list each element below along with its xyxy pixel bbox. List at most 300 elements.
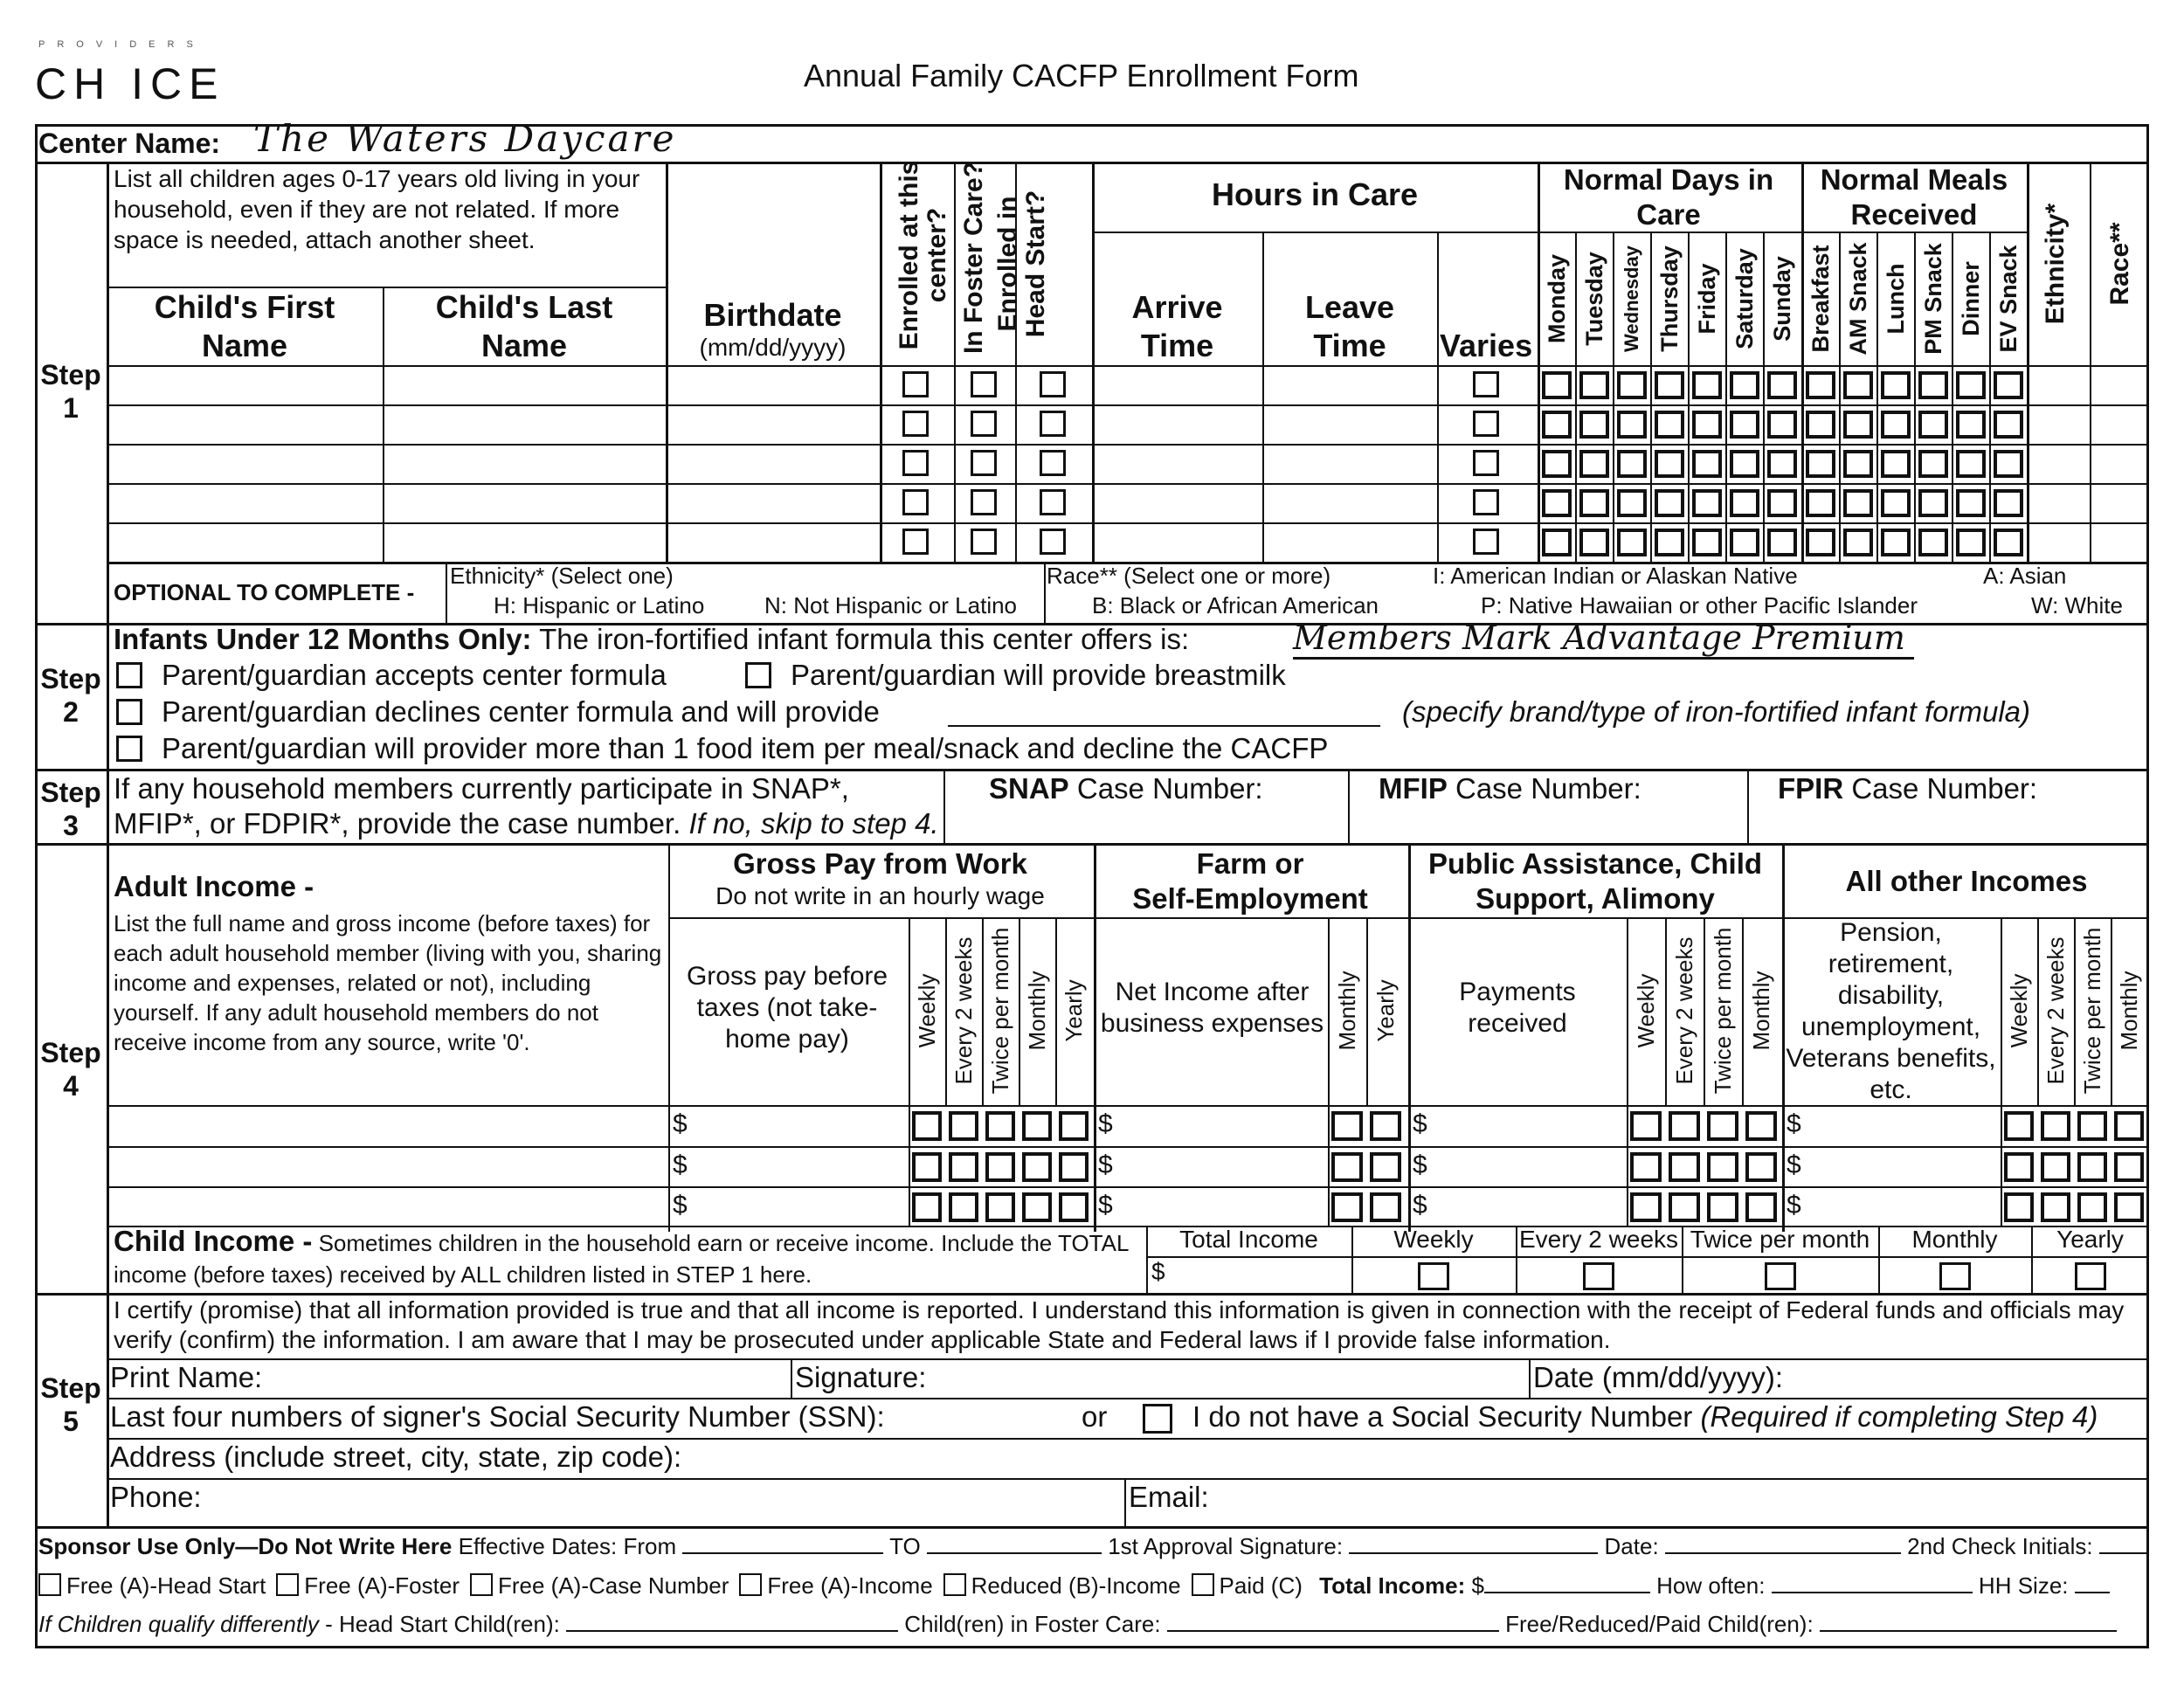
- no-ssn-label: [1192, 1400, 2098, 1434]
- day-0-checkbox[interactable]: [1542, 529, 1572, 556]
- ssn-required: (Required if completing Step 4): [1700, 1400, 2098, 1433]
- mfip-case-label: [1379, 772, 1641, 805]
- ethnicity-select: [450, 563, 674, 590]
- income-dollar[interactable]: $: [1098, 1191, 1113, 1220]
- sponsor-option[interactable]: [1192, 1572, 1303, 1600]
- farm-monthly-checkbox[interactable]: [1331, 1192, 1363, 1222]
- header-headstart: Enrolled in Head Start?: [993, 190, 1050, 338]
- header-other-monthly: Monthly: [2116, 971, 2142, 1051]
- day-0-checkbox[interactable]: [1542, 371, 1572, 399]
- header-gross-yearly: Yearly: [1061, 979, 1087, 1042]
- public-every2-checkbox[interactable]: [1669, 1192, 1700, 1222]
- meal-0-checkbox[interactable]: [1806, 411, 1835, 439]
- sponsor-option-label: Free (A)-Income: [767, 1572, 933, 1599]
- day-4-checkbox[interactable]: [1692, 371, 1722, 399]
- meal-0-checkbox[interactable]: [1806, 529, 1835, 556]
- varies-checkbox[interactable]: [1473, 411, 1499, 437]
- public-monthly-checkbox[interactable]: [1745, 1192, 1777, 1222]
- step-4-label: Step 4: [40, 1037, 101, 1102]
- header-other-every2: Every 2 weeks: [2042, 936, 2069, 1085]
- meal-0-checkbox[interactable]: [1806, 489, 1835, 517]
- public-monthly-checkbox[interactable]: [1745, 1111, 1777, 1141]
- email-label[interactable]: Email:: [1129, 1481, 1209, 1513]
- certify-text: I certify (promise) that all information provided is true and that all income is reported. I understand this information is given in connection with the receipt of Federal funds and officials may verify (confirm) the information. I am aware that I may be prosecuted under applicable State and Federal laws if I provide false information.: [114, 1296, 2125, 1353]
- gross-every2-checkbox[interactable]: [949, 1111, 978, 1141]
- income-dollar[interactable]: $: [1098, 1109, 1113, 1138]
- day-0-checkbox[interactable]: [1542, 489, 1572, 517]
- address-label[interactable]: Address (include street, city, state, zip code):: [110, 1441, 682, 1473]
- sponsor-foster: Child(ren) in Foster Care:: [904, 1611, 1161, 1637]
- income-dollar[interactable]: $: [1787, 1150, 1801, 1179]
- enrolled-checkbox[interactable]: [902, 529, 929, 555]
- header-last-name: Child's Last Name: [435, 289, 613, 363]
- income-dollar[interactable]: $: [1787, 1109, 1801, 1138]
- foster-checkbox[interactable]: [971, 411, 997, 437]
- day-2-checkbox[interactable]: [1617, 450, 1647, 478]
- day-6-checkbox[interactable]: [1767, 529, 1797, 556]
- ssn-or: or: [1082, 1400, 1108, 1433]
- gross-pay-title: Gross Pay from Work: [733, 847, 1027, 880]
- no-ssn-text: I do not have a Social Security Number: [1192, 1400, 1693, 1433]
- infant-formula-value[interactable]: Members Mark Advantage Premium: [1293, 618, 1914, 660]
- header-varies: Varies: [1440, 328, 1533, 363]
- other-income-title: All other Incomes: [1845, 865, 2088, 897]
- header-farm-yearly: Yearly: [1372, 979, 1399, 1042]
- farm-monthly-checkbox[interactable]: [1331, 1111, 1363, 1141]
- varies-checkbox[interactable]: [1473, 489, 1499, 515]
- center-name-label: Center Name:: [38, 128, 221, 159]
- logo-tagline: PROVIDERS: [38, 39, 205, 50]
- child-freq-twice: Twice per month: [1690, 1226, 1870, 1253]
- day-0-checkbox[interactable]: [1542, 450, 1572, 478]
- header-meal-4: Dinner: [1957, 261, 1984, 336]
- child-income-title: Child Income -: [114, 1225, 313, 1257]
- header-day-4: Friday: [1693, 263, 1720, 335]
- public-title-2: Support, Alimony: [1476, 882, 1715, 915]
- header-public-twice: Twice per month: [1710, 927, 1736, 1095]
- other-monthly-checkbox[interactable]: [2114, 1192, 2144, 1222]
- income-dollar[interactable]: $: [673, 1150, 688, 1179]
- sponsor-option[interactable]: [38, 1572, 266, 1600]
- child-freq-yearly: Yearly: [2056, 1226, 2124, 1253]
- race-b: B: Black or African American: [1092, 592, 1379, 618]
- header-enrolled: Enrolled at this center?: [895, 160, 951, 350]
- meal-1-checkbox[interactable]: [1843, 371, 1873, 399]
- header-farm-monthly: Monthly: [1334, 971, 1360, 1051]
- header-gross-twice: Twice per month: [987, 927, 1013, 1095]
- sponsor-option-checkbox[interactable]: [470, 1573, 493, 1596]
- header-leave-time: Leave Time: [1304, 289, 1395, 363]
- meal-3-checkbox[interactable]: [1918, 529, 1948, 556]
- sponsor-option-label: Free (A)-Case Number: [497, 1572, 729, 1599]
- meal-0-checkbox[interactable]: [1806, 450, 1835, 478]
- header-public-every2: Every 2 weeks: [1671, 936, 1697, 1085]
- header-gross-weekly: Weekly: [914, 973, 940, 1048]
- sponsor-line-3: [38, 1611, 2117, 1638]
- meal-2-checkbox[interactable]: [1881, 489, 1911, 517]
- child-freq-monthly: Monthly: [1911, 1226, 1998, 1253]
- sponsor-option-label: Reduced (B)-Income: [971, 1572, 1181, 1599]
- adult-income-title: Adult Income -: [114, 870, 314, 902]
- header-meal-3: PM Snack: [1919, 243, 1946, 355]
- sponsor-option-checkbox[interactable]: [943, 1573, 966, 1596]
- meal-4-checkbox[interactable]: [1956, 529, 1986, 556]
- sponsor-option-checkbox[interactable]: [276, 1573, 299, 1596]
- step3-line2-text: MFIP*, or FDPIR*, provide the case number.: [114, 807, 681, 840]
- public-desc: Payments received: [1459, 978, 1576, 1038]
- child-yearly-checkbox[interactable]: [2075, 1262, 2106, 1290]
- headstart-checkbox[interactable]: [1040, 411, 1066, 437]
- income-dollar[interactable]: $: [1787, 1191, 1801, 1220]
- mfip-bold: MFIP: [1379, 772, 1448, 805]
- day-3-checkbox[interactable]: [1655, 411, 1684, 439]
- headstart-checkbox[interactable]: [1040, 529, 1066, 555]
- public-weekly-checkbox[interactable]: [1630, 1192, 1662, 1222]
- other-every2-checkbox[interactable]: [2041, 1111, 2070, 1141]
- meal-4-checkbox[interactable]: [1956, 371, 1986, 399]
- fpir-case: Case Number:: [1851, 772, 2038, 805]
- income-dollar[interactable]: $: [1413, 1191, 1427, 1220]
- date-label[interactable]: Date (mm/dd/yyyy):: [1533, 1361, 1784, 1393]
- fpir-case-label: [1778, 772, 2037, 805]
- day-5-checkbox[interactable]: [1730, 411, 1759, 439]
- header-meal-5: EV Snack: [1994, 245, 2022, 353]
- gross-twice-checkbox[interactable]: [985, 1152, 1015, 1182]
- sponsor-title: Sponsor Use Only—Do Not Write Here: [38, 1533, 453, 1559]
- breastmilk-label: Parent/guardian will provide breastmilk: [791, 659, 1286, 691]
- sponsor-hh-size: HH Size:: [1978, 1572, 2069, 1599]
- meal-5-checkbox[interactable]: [1994, 371, 2023, 399]
- header-foster: In Foster Care?: [959, 161, 988, 355]
- gross-monthly-checkbox[interactable]: [1022, 1192, 1052, 1222]
- child-income-text: Sometimes children in the household earn or receive income. Include the TOTAL income (before taxes) received by ALL children listed in STEP 1 here.: [114, 1230, 1129, 1288]
- sponsor-line-2: Free (A)-Head Start Free (A)-Foster Free (A)-Case Number Free (A)-Income Reduced (B)-Income Paid (C) Total Income: $ How often: HH Size:: [38, 1572, 2110, 1600]
- gross-yearly-checkbox[interactable]: [1059, 1152, 1089, 1182]
- other-weekly-checkbox[interactable]: [2004, 1192, 2034, 1222]
- varies-checkbox[interactable]: [1473, 450, 1499, 476]
- sponsor-option-label: Free (A)-Head Start: [66, 1572, 266, 1599]
- ethnicity-n: N: Not Hispanic or Latino: [764, 592, 1018, 618]
- header-days: Normal Days in Care: [1563, 163, 1774, 231]
- sponsor-qualify: If Children qualify differently: [38, 1611, 319, 1637]
- day-2-checkbox[interactable]: [1617, 489, 1647, 517]
- day-2-checkbox[interactable]: [1617, 371, 1647, 399]
- adult-name-field[interactable]: [107, 1105, 668, 1145]
- child-every2-checkbox[interactable]: [1583, 1262, 1614, 1290]
- snap-case: Case Number:: [1076, 772, 1263, 805]
- other-weekly-checkbox[interactable]: [2004, 1111, 2034, 1141]
- sponsor-how-often: How often:: [1656, 1572, 1766, 1599]
- gross-twice-checkbox[interactable]: [985, 1192, 1015, 1222]
- public-every2-checkbox[interactable]: [1669, 1152, 1700, 1182]
- headstart-checkbox[interactable]: [1040, 450, 1066, 476]
- header-day-1: Tuesday: [1580, 252, 1607, 346]
- other-twice-checkbox[interactable]: [2077, 1111, 2107, 1141]
- header-meals: Normal Meals Received: [1820, 163, 2008, 231]
- gross-monthly-checkbox[interactable]: [1022, 1152, 1052, 1182]
- sponsor-option-checkbox[interactable]: [38, 1573, 61, 1596]
- meal-3-checkbox[interactable]: [1918, 411, 1948, 439]
- day-3-checkbox[interactable]: [1655, 371, 1684, 399]
- header-meal-1: AM Snack: [1844, 242, 1871, 356]
- other-twice-checkbox[interactable]: [2077, 1152, 2107, 1182]
- foster-checkbox[interactable]: [971, 371, 997, 397]
- header-meal-0: Breakfast: [1807, 245, 1834, 353]
- other-twice-checkbox[interactable]: [2077, 1192, 2107, 1222]
- race-a: A: Asian: [1983, 563, 2067, 589]
- sponsor-option-checkbox[interactable]: [739, 1573, 762, 1596]
- header-first-name: Child's First Name: [154, 289, 335, 363]
- child-weekly-checkbox[interactable]: [1418, 1262, 1449, 1290]
- header-day-2: Wednesday: [1620, 245, 1642, 352]
- header-race: Race**: [2105, 222, 2134, 306]
- income-dollar[interactable]: $: [1413, 1150, 1427, 1179]
- meal-3-checkbox[interactable]: [1918, 371, 1948, 399]
- total-income-label: Total Income: [1179, 1226, 1318, 1253]
- public-weekly-checkbox[interactable]: [1630, 1111, 1662, 1141]
- income-dollar[interactable]: $: [1098, 1150, 1113, 1179]
- header-birthdate: Birthdate: [703, 297, 842, 333]
- day-4-checkbox[interactable]: [1692, 489, 1722, 517]
- other-every2-checkbox[interactable]: [2041, 1152, 2070, 1182]
- gross-yearly-checkbox[interactable]: [1059, 1192, 1089, 1222]
- day-5-checkbox[interactable]: [1730, 489, 1759, 517]
- day-3-checkbox[interactable]: [1655, 529, 1684, 556]
- day-3-checkbox[interactable]: [1655, 450, 1684, 478]
- gross-every2-checkbox[interactable]: [949, 1192, 978, 1222]
- breastmilk-checkbox[interactable]: [745, 662, 771, 688]
- sponsor-option[interactable]: [470, 1572, 729, 1600]
- header-day-6: Sunday: [1768, 256, 1795, 342]
- meal-5-checkbox[interactable]: [1994, 529, 2023, 556]
- more-food-checkbox[interactable]: [116, 736, 142, 762]
- day-6-checkbox[interactable]: [1767, 489, 1797, 517]
- logo: [35, 39, 245, 118]
- gross-monthly-checkbox[interactable]: [1022, 1111, 1052, 1141]
- meal-4-checkbox[interactable]: [1956, 411, 1986, 439]
- step-5-label: Step 5: [40, 1372, 101, 1437]
- farm-desc: Net Income after business expenses: [1100, 978, 1324, 1038]
- gross-twice-checkbox[interactable]: [985, 1111, 1015, 1141]
- step-3-label: Step 3: [40, 777, 101, 841]
- farm-yearly-checkbox[interactable]: [1370, 1152, 1401, 1182]
- meal-0-checkbox[interactable]: [1806, 371, 1835, 399]
- gross-weekly-checkbox[interactable]: [912, 1152, 942, 1182]
- enrolled-checkbox[interactable]: [902, 450, 929, 476]
- center-name-value[interactable]: The Waters Daycare: [253, 117, 677, 160]
- public-monthly-checkbox[interactable]: [1745, 1152, 1777, 1182]
- step1-instructions: List all children ages 0-17 years old living in your household, even if they are not related. If more space is needed, attach another sheet.: [114, 165, 640, 253]
- meal-1-checkbox[interactable]: [1843, 411, 1873, 439]
- income-dollar[interactable]: $: [1413, 1109, 1427, 1138]
- meal-1-checkbox[interactable]: [1843, 450, 1873, 478]
- infants-text: The iron-fortified infant formula this center offers is:: [539, 623, 1190, 655]
- day-5-checkbox[interactable]: [1730, 371, 1759, 399]
- day-1-checkbox[interactable]: [1579, 450, 1609, 478]
- sponsor-option[interactable]: [276, 1572, 460, 1600]
- infants-title: Infants Under 12 Months Only:: [114, 623, 532, 655]
- sponsor-option-label: Free (A)-Foster: [304, 1572, 460, 1599]
- gross-pay-desc: Gross pay before taxes (not take-home pay): [686, 962, 888, 1054]
- header-arrive-time: Arrive Time: [1131, 289, 1223, 363]
- print-name-label[interactable]: Print Name:: [110, 1361, 263, 1393]
- header-meal-2: Lunch: [1882, 263, 1909, 335]
- accepts-formula-checkbox[interactable]: [116, 662, 142, 688]
- sponsor-frp: Free/Reduced/Paid Child(ren):: [1505, 1611, 1814, 1637]
- child-income: [114, 1226, 1140, 1290]
- phone-label[interactable]: Phone:: [110, 1481, 202, 1513]
- meal-2-checkbox[interactable]: [1881, 411, 1911, 439]
- enrolled-checkbox[interactable]: [902, 489, 929, 515]
- headstart-checkbox[interactable]: [1040, 371, 1066, 397]
- farm-monthly-checkbox[interactable]: [1331, 1152, 1363, 1182]
- meal-3-checkbox[interactable]: [1918, 489, 1948, 517]
- meal-3-checkbox[interactable]: [1918, 450, 1948, 478]
- other-monthly-checkbox[interactable]: [2114, 1152, 2144, 1182]
- snap-bold: SNAP: [989, 772, 1069, 805]
- meal-4-checkbox[interactable]: [1956, 489, 1986, 517]
- infants-line: [114, 623, 1189, 656]
- declines-formula-checkbox[interactable]: [116, 699, 142, 725]
- public-twice-checkbox[interactable]: [1707, 1111, 1738, 1141]
- day-0-checkbox[interactable]: [1542, 411, 1572, 439]
- step3-line2: [114, 807, 939, 840]
- enrolled-checkbox[interactable]: [902, 371, 929, 397]
- meal-5-checkbox[interactable]: [1994, 450, 2023, 478]
- adult-name-field[interactable]: [107, 1186, 668, 1226]
- day-5-checkbox[interactable]: [1730, 450, 1759, 478]
- day-1-checkbox[interactable]: [1579, 529, 1609, 556]
- public-every2-checkbox[interactable]: [1669, 1111, 1700, 1141]
- meal-2-checkbox[interactable]: [1881, 529, 1911, 556]
- day-2-checkbox[interactable]: [1617, 529, 1647, 556]
- header-birthdate-format: (mm/dd/yyyy): [699, 334, 847, 361]
- gross-yearly-checkbox[interactable]: [1059, 1111, 1089, 1141]
- no-ssn-checkbox[interactable]: [1143, 1404, 1172, 1434]
- logo-text: CH ICE: [35, 59, 225, 108]
- header-other-twice: Twice per month: [2079, 927, 2105, 1095]
- header-hours-in-care: Hours in Care: [1211, 176, 1419, 212]
- public-twice-checkbox[interactable]: [1707, 1152, 1738, 1182]
- meal-1-checkbox[interactable]: [1843, 489, 1873, 517]
- public-twice-checkbox[interactable]: [1707, 1192, 1738, 1222]
- varies-checkbox[interactable]: [1473, 529, 1499, 555]
- adult-income-text: List the full name and gross income (before taxes) for each adult household member (living with you, sharing income and expenses, related or not), including yourself. If any adult household members do not receive income from any source, write '0'.: [114, 910, 662, 1055]
- child-freq-weekly: Weekly: [1393, 1226, 1474, 1253]
- foster-checkbox[interactable]: [971, 450, 997, 476]
- ssn-label[interactable]: Last four numbers of signer's Social Security Number (SSN):: [110, 1400, 885, 1433]
- income-dollar[interactable]: $: [673, 1191, 688, 1220]
- step-1-label: Step 1: [40, 359, 101, 424]
- sponsor-effective: Effective Dates: From: [458, 1533, 677, 1559]
- sponsor-line-1: [38, 1533, 2147, 1560]
- farm-yearly-checkbox[interactable]: [1370, 1192, 1401, 1222]
- sponsor-option[interactable]: [943, 1572, 1181, 1600]
- day-6-checkbox[interactable]: [1767, 371, 1797, 399]
- public-weekly-checkbox[interactable]: [1630, 1152, 1662, 1182]
- header-public-weekly: Weekly: [1633, 973, 1659, 1048]
- header-other-weekly: Weekly: [2006, 973, 2032, 1048]
- day-2-checkbox[interactable]: [1617, 411, 1647, 439]
- header-day-0: Monday: [1543, 254, 1570, 344]
- farm-title-1: Farm or: [1196, 847, 1304, 880]
- sponsor-option-label: Paid (C): [1219, 1572, 1303, 1599]
- varies-checkbox[interactable]: [1473, 371, 1499, 397]
- gross-weekly-checkbox[interactable]: [912, 1192, 942, 1222]
- foster-checkbox[interactable]: [971, 489, 997, 515]
- gross-weekly-checkbox[interactable]: [912, 1111, 942, 1141]
- meal-5-checkbox[interactable]: [1994, 411, 2023, 439]
- gross-pay-sub: Do not write in an hourly wage: [715, 882, 1045, 909]
- meal-2-checkbox[interactable]: [1881, 371, 1911, 399]
- total-income-dollar[interactable]: $: [1151, 1258, 1165, 1285]
- sponsor-option[interactable]: [739, 1572, 932, 1600]
- sponsor-headstart: - Head Start Child(ren):: [325, 1611, 560, 1637]
- other-income-desc: Pension, retirement, disability, unemployment, Veterans benefits, etc.: [1786, 918, 1996, 1104]
- step3-skip: If no, skip to step 4.: [688, 807, 939, 840]
- enrolled-checkbox[interactable]: [902, 411, 929, 437]
- farm-title-2: Self-Employment: [1132, 882, 1368, 915]
- day-4-checkbox[interactable]: [1692, 529, 1722, 556]
- day-4-checkbox[interactable]: [1692, 450, 1722, 478]
- ethnicity-h: H: Hispanic or Latino: [494, 592, 705, 618]
- header-public-monthly: Monthly: [1748, 971, 1774, 1051]
- day-5-checkbox[interactable]: [1730, 529, 1759, 556]
- snap-case-label: [989, 772, 1263, 805]
- race-w: W: White: [2031, 592, 2123, 618]
- other-weekly-checkbox[interactable]: [2004, 1152, 2034, 1182]
- fpir-bold: FPIR: [1778, 772, 1844, 805]
- step3-line1: If any household members currently participate in SNAP*,: [114, 772, 849, 805]
- optional-label: OPTIONAL TO COMPLETE -: [114, 579, 415, 605]
- adult-name-field[interactable]: [107, 1146, 668, 1186]
- header-day-5: Saturday: [1731, 248, 1758, 349]
- day-6-checkbox[interactable]: [1767, 411, 1797, 439]
- child-monthly-checkbox[interactable]: [1939, 1262, 1971, 1290]
- foster-checkbox[interactable]: [971, 529, 997, 555]
- other-every2-checkbox[interactable]: [2041, 1192, 2070, 1222]
- meal-5-checkbox[interactable]: [1994, 489, 2023, 517]
- day-1-checkbox[interactable]: [1579, 411, 1609, 439]
- child-twice-checkbox[interactable]: [1765, 1262, 1796, 1290]
- day-4-checkbox[interactable]: [1692, 411, 1722, 439]
- farm-yearly-checkbox[interactable]: [1370, 1111, 1401, 1141]
- headstart-checkbox[interactable]: [1040, 489, 1066, 515]
- other-monthly-checkbox[interactable]: [2114, 1111, 2144, 1141]
- accepts-formula-label: Parent/guardian accepts center formula: [162, 659, 667, 691]
- day-3-checkbox[interactable]: [1655, 489, 1684, 517]
- meal-4-checkbox[interactable]: [1956, 450, 1986, 478]
- sponsor-date: Date:: [1604, 1533, 1659, 1559]
- gross-every2-checkbox[interactable]: [949, 1152, 978, 1182]
- header-day-3: Thursday: [1655, 245, 1683, 352]
- day-1-checkbox[interactable]: [1579, 489, 1609, 517]
- sponsor-approval: 1st Approval Signature:: [1108, 1533, 1344, 1559]
- income-dollar[interactable]: $: [673, 1109, 688, 1138]
- header-ethnicity: Ethnicity*: [2041, 203, 2070, 325]
- day-1-checkbox[interactable]: [1579, 371, 1609, 399]
- specify-formula: (specify brand/type of iron-fortified infant formula): [1402, 695, 2030, 728]
- header-gross-every2: Every 2 weeks: [950, 936, 977, 1085]
- sponsor-option-checkbox[interactable]: [1192, 1573, 1214, 1596]
- mfip-case: Case Number:: [1455, 772, 1641, 805]
- day-6-checkbox[interactable]: [1767, 450, 1797, 478]
- signature-label[interactable]: Signature:: [795, 1361, 927, 1393]
- meal-1-checkbox[interactable]: [1843, 529, 1873, 556]
- sponsor-check2: 2nd Check Initials:: [1907, 1533, 2093, 1559]
- child-freq-every2: Every 2 weeks: [1518, 1226, 1679, 1253]
- meal-2-checkbox[interactable]: [1881, 450, 1911, 478]
